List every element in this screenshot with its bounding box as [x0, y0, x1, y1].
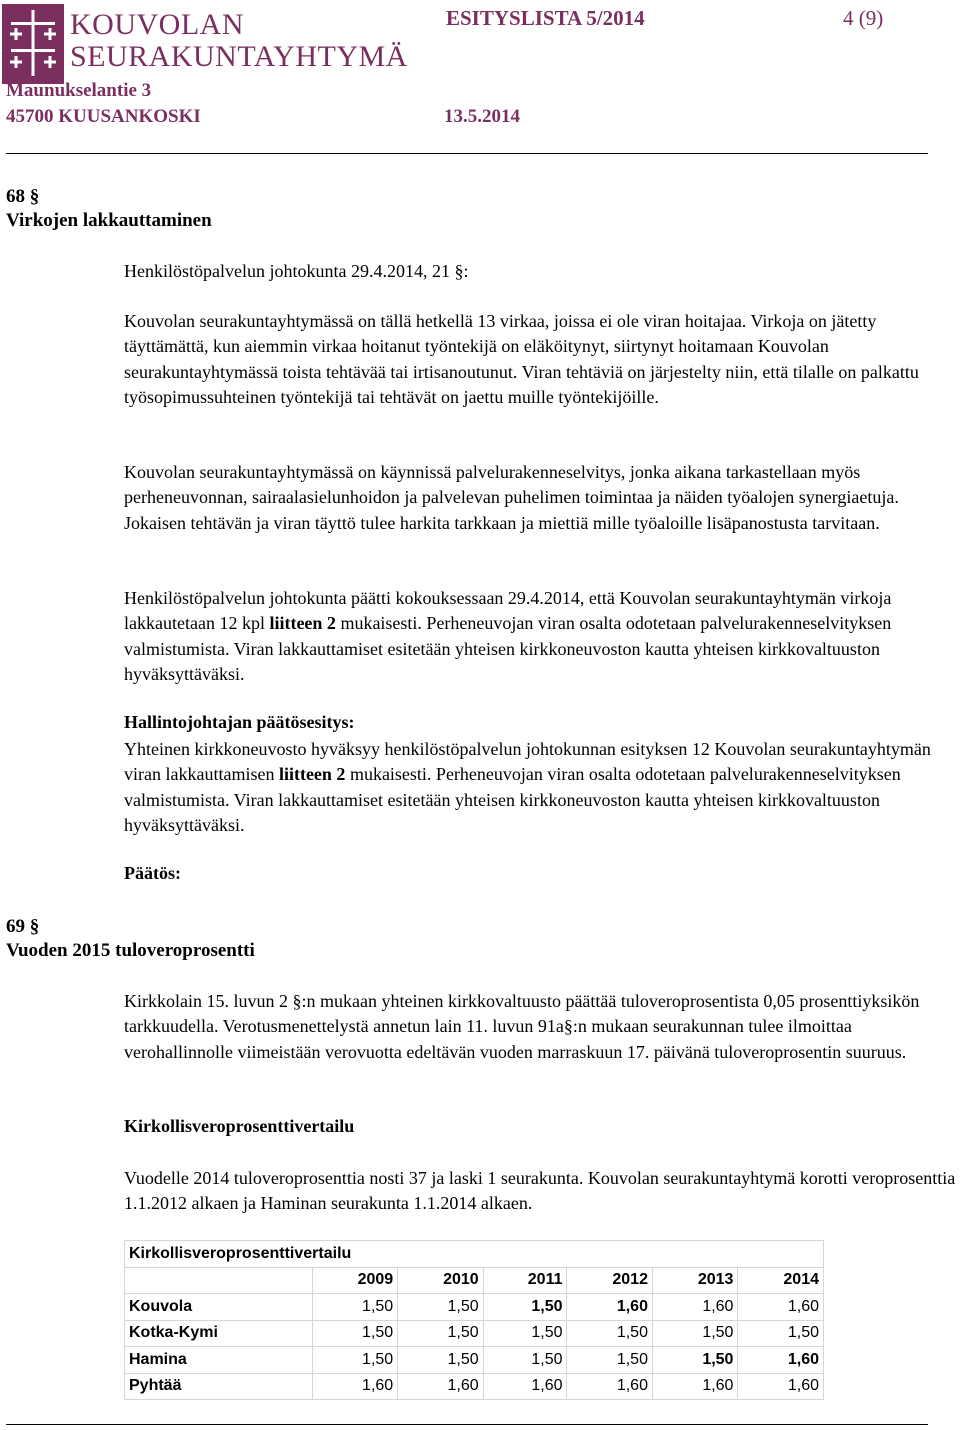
- paragraph: Kirkkolain 15. luvun 2 §:n mukaan yhteinen kirkkovaltuusto päättää tuloveroprosentista 0,05 prosenttiyksikön tarkkuudella. Verotusmenettelystä annetun lain 11. luvun 91a§:n mukaan seurakunnan tulee ilmoittaa verohallinnolle viimeistään verovuotta edeltävän vuoden marraskuun 17. päivänä tuloveroprosentin suuruus.: [124, 991, 920, 1062]
- paragraph: Vuodelle 2014 tuloveroprosenttia nosti 37 ja laski 1 seurakunta. Kouvolan seurakuntayhtymä korotti veroprosenttia 1.1.2012 alkaen ja Haminan seurakunta 1.1.2014 alkaen.: [124, 1168, 956, 1214]
- attachment-reference: liitteen 2: [278, 764, 346, 785]
- cross-logo-icon: [2, 4, 64, 84]
- tax-rate-cell: 1,50: [567, 1347, 652, 1374]
- tax-rate-cell: 1,50: [398, 1347, 483, 1374]
- section-title: Virkojen lakkauttaminen: [6, 210, 212, 231]
- address-street: Maunukselantie 3: [6, 80, 152, 101]
- parish-name-cell: Kotka-Kymi: [125, 1320, 313, 1347]
- paragraph-text: mukaisesti. Perheneuvojan viran osalta odotetaan palvelurakenneselvityksen valmistumista. Viran lakkauttamiset esitetään yhteisen kirkkoneuvoston kautta yhteisen kirkkovaltuuston hyväksyttäväksi.: [124, 613, 892, 684]
- paragraph-text: Henkilöstöpalvelun johtokunta päätti kokouksessaan 29.4.2014, että Kouvolan seurakuntayhtymän virkoja lakkautetaan 12 kpl: [124, 588, 892, 634]
- year-header-cell: 2009: [312, 1267, 397, 1294]
- tax-rate-cell: 1,60: [738, 1373, 824, 1400]
- org-name-line2: SEURAKUNTAYHTYMÄ: [70, 40, 408, 73]
- table-row: [125, 1347, 824, 1374]
- paragraph: Henkilöstöpalvelun johtokunta 29.4.2014, 21 §:: [124, 261, 469, 281]
- tax-rate-cell: 1,50: [483, 1294, 567, 1321]
- tax-rate-cell: 1,60: [312, 1373, 397, 1400]
- tax-rate-cell: 1,50: [398, 1294, 483, 1321]
- header-divider: [6, 153, 928, 154]
- tax-rate-cell: 1,50: [567, 1320, 652, 1347]
- table-title: Kirkollisveroprosenttivertailu: [125, 1241, 824, 1268]
- attachment-reference: liitteen 2: [269, 613, 336, 634]
- table-row: [125, 1373, 824, 1400]
- section-title: Vuoden 2015 tuloveroprosentti: [6, 940, 255, 961]
- address-city: 45700 KUUSANKOSKI: [6, 106, 201, 127]
- year-header-cell: 2014: [738, 1267, 824, 1294]
- tax-rate-table: [124, 1240, 824, 1400]
- parish-name-cell: Hamina: [125, 1347, 313, 1374]
- tax-rate-cell: 1,50: [652, 1320, 737, 1347]
- comparison-subheading: Kirkollisveroprosenttivertailu: [124, 1116, 355, 1136]
- footer-divider: [6, 1424, 928, 1425]
- tax-rate-cell: 1,60: [398, 1373, 483, 1400]
- tax-rate-cell: 1,50: [738, 1320, 824, 1347]
- paragraph: [124, 586, 960, 687]
- page-number: 4 (9): [843, 6, 884, 30]
- year-header-cell: 2011: [483, 1267, 567, 1294]
- tax-rate-cell: 1,50: [312, 1347, 397, 1374]
- parish-name-cell: Pyhtää: [125, 1373, 313, 1400]
- tax-rate-cell: 1,50: [652, 1347, 737, 1374]
- decision-heading: Päätös:: [124, 863, 181, 883]
- section-number: 68 §: [6, 186, 40, 207]
- year-header-cell: 2013: [652, 1267, 737, 1294]
- tax-rate-cell: 1,60: [738, 1294, 824, 1321]
- tax-rate-cell: 1,50: [312, 1294, 397, 1321]
- table-title-row: [125, 1241, 824, 1268]
- table-row: [125, 1294, 824, 1321]
- tax-rate-cell: 1,50: [483, 1320, 567, 1347]
- table-corner-cell: [125, 1267, 313, 1294]
- paragraph: Kouvolan seurakuntayhtymässä on käynnissä palvelurakenneselvitys, jonka aikana tarkastellaan myös perheneuvonnan, sairaalasielunhoidon ja palvelevan puhelimen toimintaa ja näiden työalojen synergiaetuja. Jokaisen tehtävän ja viran täyttö tulee harkita tarkkaan ja miettiä mille työaloille lisäpanostusta tarvitaan.: [124, 462, 899, 533]
- paragraph-text: Yhteinen kirkkoneuvosto hyväksyy henkilöstöpalvelun johtokunnan esityksen 12 Kouvolan seurakuntayhtymän viran lakkauttamisen: [124, 739, 931, 785]
- paragraph: [124, 737, 960, 838]
- tax-rate-cell: 1,50: [398, 1320, 483, 1347]
- paragraph-text: mukaisesti. Perheneuvojan viran osalta odotetaan palvelurakenneselvityksen valmistumista. Viran lakkauttamiset esitetään yhteisen kirkkoneuvoston kautta yhteisen kirkkovaltuuston hyväksyttäväksi.: [124, 764, 901, 835]
- org-name-line1: KOUVOLAN: [70, 8, 244, 41]
- tax-rate-cell: 1,60: [567, 1373, 652, 1400]
- table-row: [125, 1320, 824, 1347]
- year-header-cell: 2010: [398, 1267, 483, 1294]
- tax-rate-cell: 1,50: [483, 1347, 567, 1374]
- tax-rate-cell: 1,60: [652, 1294, 737, 1321]
- tax-rate-cell: 1,60: [738, 1347, 824, 1374]
- year-header-cell: 2012: [567, 1267, 652, 1294]
- tax-rate-cell: 1,60: [652, 1373, 737, 1400]
- paragraph: Kouvolan seurakuntayhtymässä on tällä hetkellä 13 virkaa, joissa ei ole viran hoitajaa. Virkoja on jätetty täyttämättä, kun aiemmin virkaa hoitanut työntekijä on eläköitynyt, siirtynyt hoitamaan Kouvolan seurakuntayhtymässä toista tehtävää tai irtisanoutunut. Viran tehtäviä on järjestelty niin, että tilalle on palkattu työsopimussuhteinen työntekijä tai tehtävät on jaettu muille työntekijöille.: [124, 311, 919, 407]
- document-title: ESITYSLISTA 5/2014: [446, 6, 645, 30]
- tax-rate-cell: 1,50: [312, 1320, 397, 1347]
- section-number: 69 §: [6, 916, 40, 937]
- tax-rate-cell: 1,60: [567, 1294, 652, 1321]
- proposal-heading: Hallintojohtajan päätösesitys:: [124, 712, 355, 732]
- document-date: 13.5.2014: [444, 106, 520, 127]
- table-header-row: [125, 1267, 824, 1294]
- tax-rate-cell: 1,60: [483, 1373, 567, 1400]
- parish-name-cell: Kouvola: [125, 1294, 313, 1321]
